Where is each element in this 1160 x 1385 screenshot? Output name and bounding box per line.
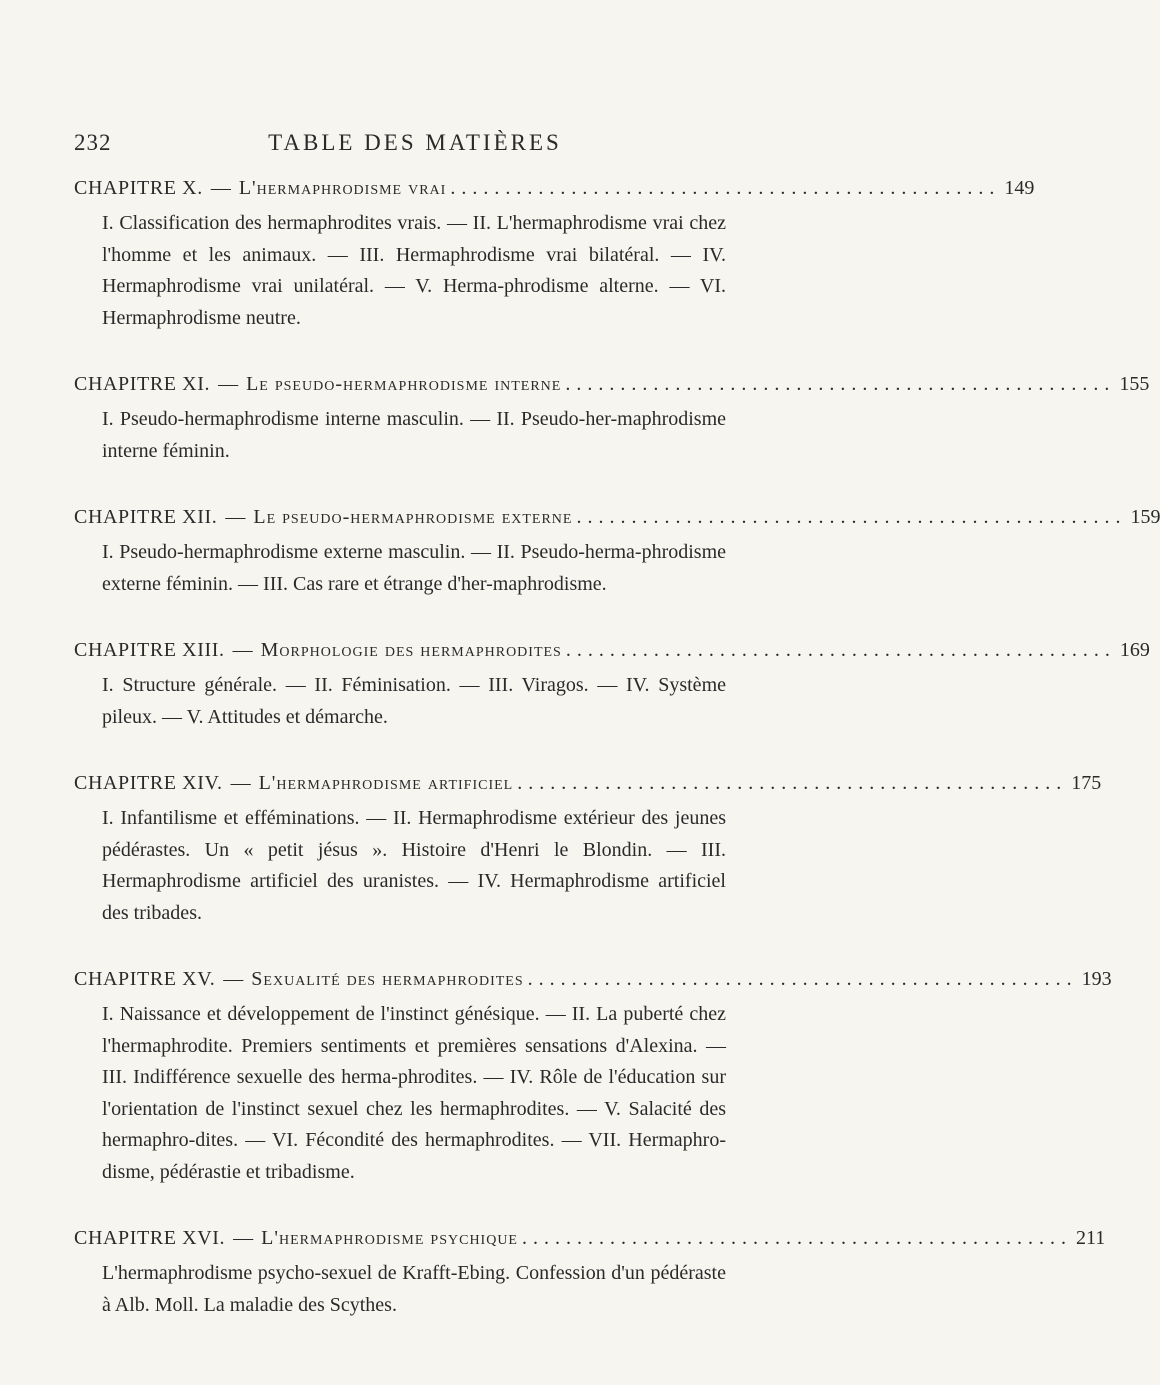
chapter-page: 155 [1119,373,1150,395]
chapter-title: L'hermaphrodisme vrai [238,177,447,199]
chapter-heading: CHAPITRE XVI. — L'hermaphrodisme psychique .................................................. 211 [74,1218,726,1258]
chapter-xiv [74,763,1102,929]
chapter-xii [74,497,1160,600]
chapter-title: Morphologie des hermaphrodites [260,639,562,661]
chapter-number: CHAPITRE XIII. [74,639,225,661]
chapter-summary: I. Classification des hermaphrodites vrais. — II. L'hermaphrodisme vrai chez l'homme et les animaux. — III. Hermaphrodisme vrai bilatéral. — IV. Hermaphrodisme vrai unilatéral. — V. Herma-phrodisme alterne. — VI. Hermaphrodisme neutre. [102,212,726,329]
chapter-title: Sexualité des hermaphrodites [251,968,524,990]
chapter-page: 193 [1081,968,1112,990]
chapter-number: CHAPITRE XIV. [74,772,223,794]
page-number: 232 [74,130,112,155]
chapter-heading: CHAPITRE X. — L'hermaphrodisme vrai .................................................. 149 [74,168,726,208]
running-title: TABLE DES MATIÈRES [268,130,562,155]
chapter-title: Le pseudo-hermaphrodisme interne [246,373,562,395]
chapter-page: 211 [1076,1227,1106,1249]
chapter-number: CHAPITRE XV. [74,968,216,990]
chapter-title: L'hermaphrodisme artificiel [258,772,514,794]
dot-leader: .................................................. [522,1227,1072,1249]
chapter-number: CHAPITRE X. [74,177,203,199]
chapter-xi [74,364,1150,467]
dot-leader: .................................................. [565,639,1116,661]
chapter-number: CHAPITRE XII. [74,506,218,528]
chapter-x [74,168,1035,334]
chapter-heading: CHAPITRE XII. — Le pseudo-hermaphrodisme externe .................................................. 159 [74,497,726,537]
table-of-contents [74,168,1160,1321]
chapter-heading: CHAPITRE XI. — Le pseudo-hermaphrodisme interne .................................................. 155 [74,364,726,404]
chapter-summary: L'hermaphrodisme psycho-sexuel de Krafft-Ebing. Confession d'un pédéraste à Alb. Moll. La maladie des Scythes. [102,1262,726,1316]
chapter-xvi [74,1218,1106,1321]
running-head [74,130,726,164]
chapter-title: Le pseudo-hermaphrodisme externe [253,506,573,528]
chapter-title: L'hermaphrodisme psychique [261,1227,518,1249]
chapter-page: 169 [1119,639,1150,661]
chapter-page: 159 [1130,506,1160,528]
chapter-summary: I. Naissance et développement de l'instinct génésique. — II. La puberté chez l'hermaphrodite. Premiers sentiments et premières sensations d'Alexina. — III. Indifférence sexuelle des herma-phrodites. — IV. Rôle de l'éducation sur l'orientation de l'instinct sexuel chez les hermaphrodites. — V. Salacité des hermaphro-dites. — VI. Fécondité des hermaphrodites. — VII. Hermaphro-disme, pédérastie et tribadisme. [102,1003,726,1183]
chapter-heading: CHAPITRE XIII. — Morphologie des hermaphrodites .................................................. 169 [74,630,726,670]
chapter-number: CHAPITRE XI. [74,373,211,395]
chapter-xiii [74,630,1150,733]
chapter-xv [74,959,1112,1188]
dot-leader: .................................................. [527,968,1078,990]
chapter-summary: I. Pseudo-hermaphrodisme externe masculin. — II. Pseudo-herma-phrodisme externe féminin. — III. Cas rare et étrange d'her-maphrodisme. [102,541,726,595]
chapter-heading: CHAPITRE XV. — Sexualité des hermaphrodites .................................................. 193 [74,959,726,999]
dot-leader: .................................................. [450,177,1001,199]
chapter-summary: I. Structure générale. — II. Féminisation. — III. Viragos. — IV. Système pileux. — V. Attitudes et démarche. [102,674,726,728]
dot-leader: .................................................. [565,373,1116,395]
chapter-summary: I. Infantilisme et efféminations. — II. Hermaphrodisme extérieur des jeunes pédérastes. Un « petit jésus ». Histoire d'Henri le Blondin. — III. Hermaphrodisme artificiel des uranistes. — IV. Hermaphrodisme artificiel des tribades. [102,807,726,924]
chapter-summary: I. Pseudo-hermaphrodisme interne masculin. — II. Pseudo-her-maphrodisme interne féminin. [102,408,726,462]
chapter-heading: CHAPITRE XIV. — L'hermaphrodisme artificiel .................................................. 175 [74,763,726,803]
chapter-page: 175 [1071,772,1102,794]
chapter-number: CHAPITRE XVI. [74,1227,226,1249]
dot-leader: .................................................. [517,772,1068,794]
dot-leader: .................................................. [576,506,1127,528]
chapter-page: 149 [1004,177,1035,199]
